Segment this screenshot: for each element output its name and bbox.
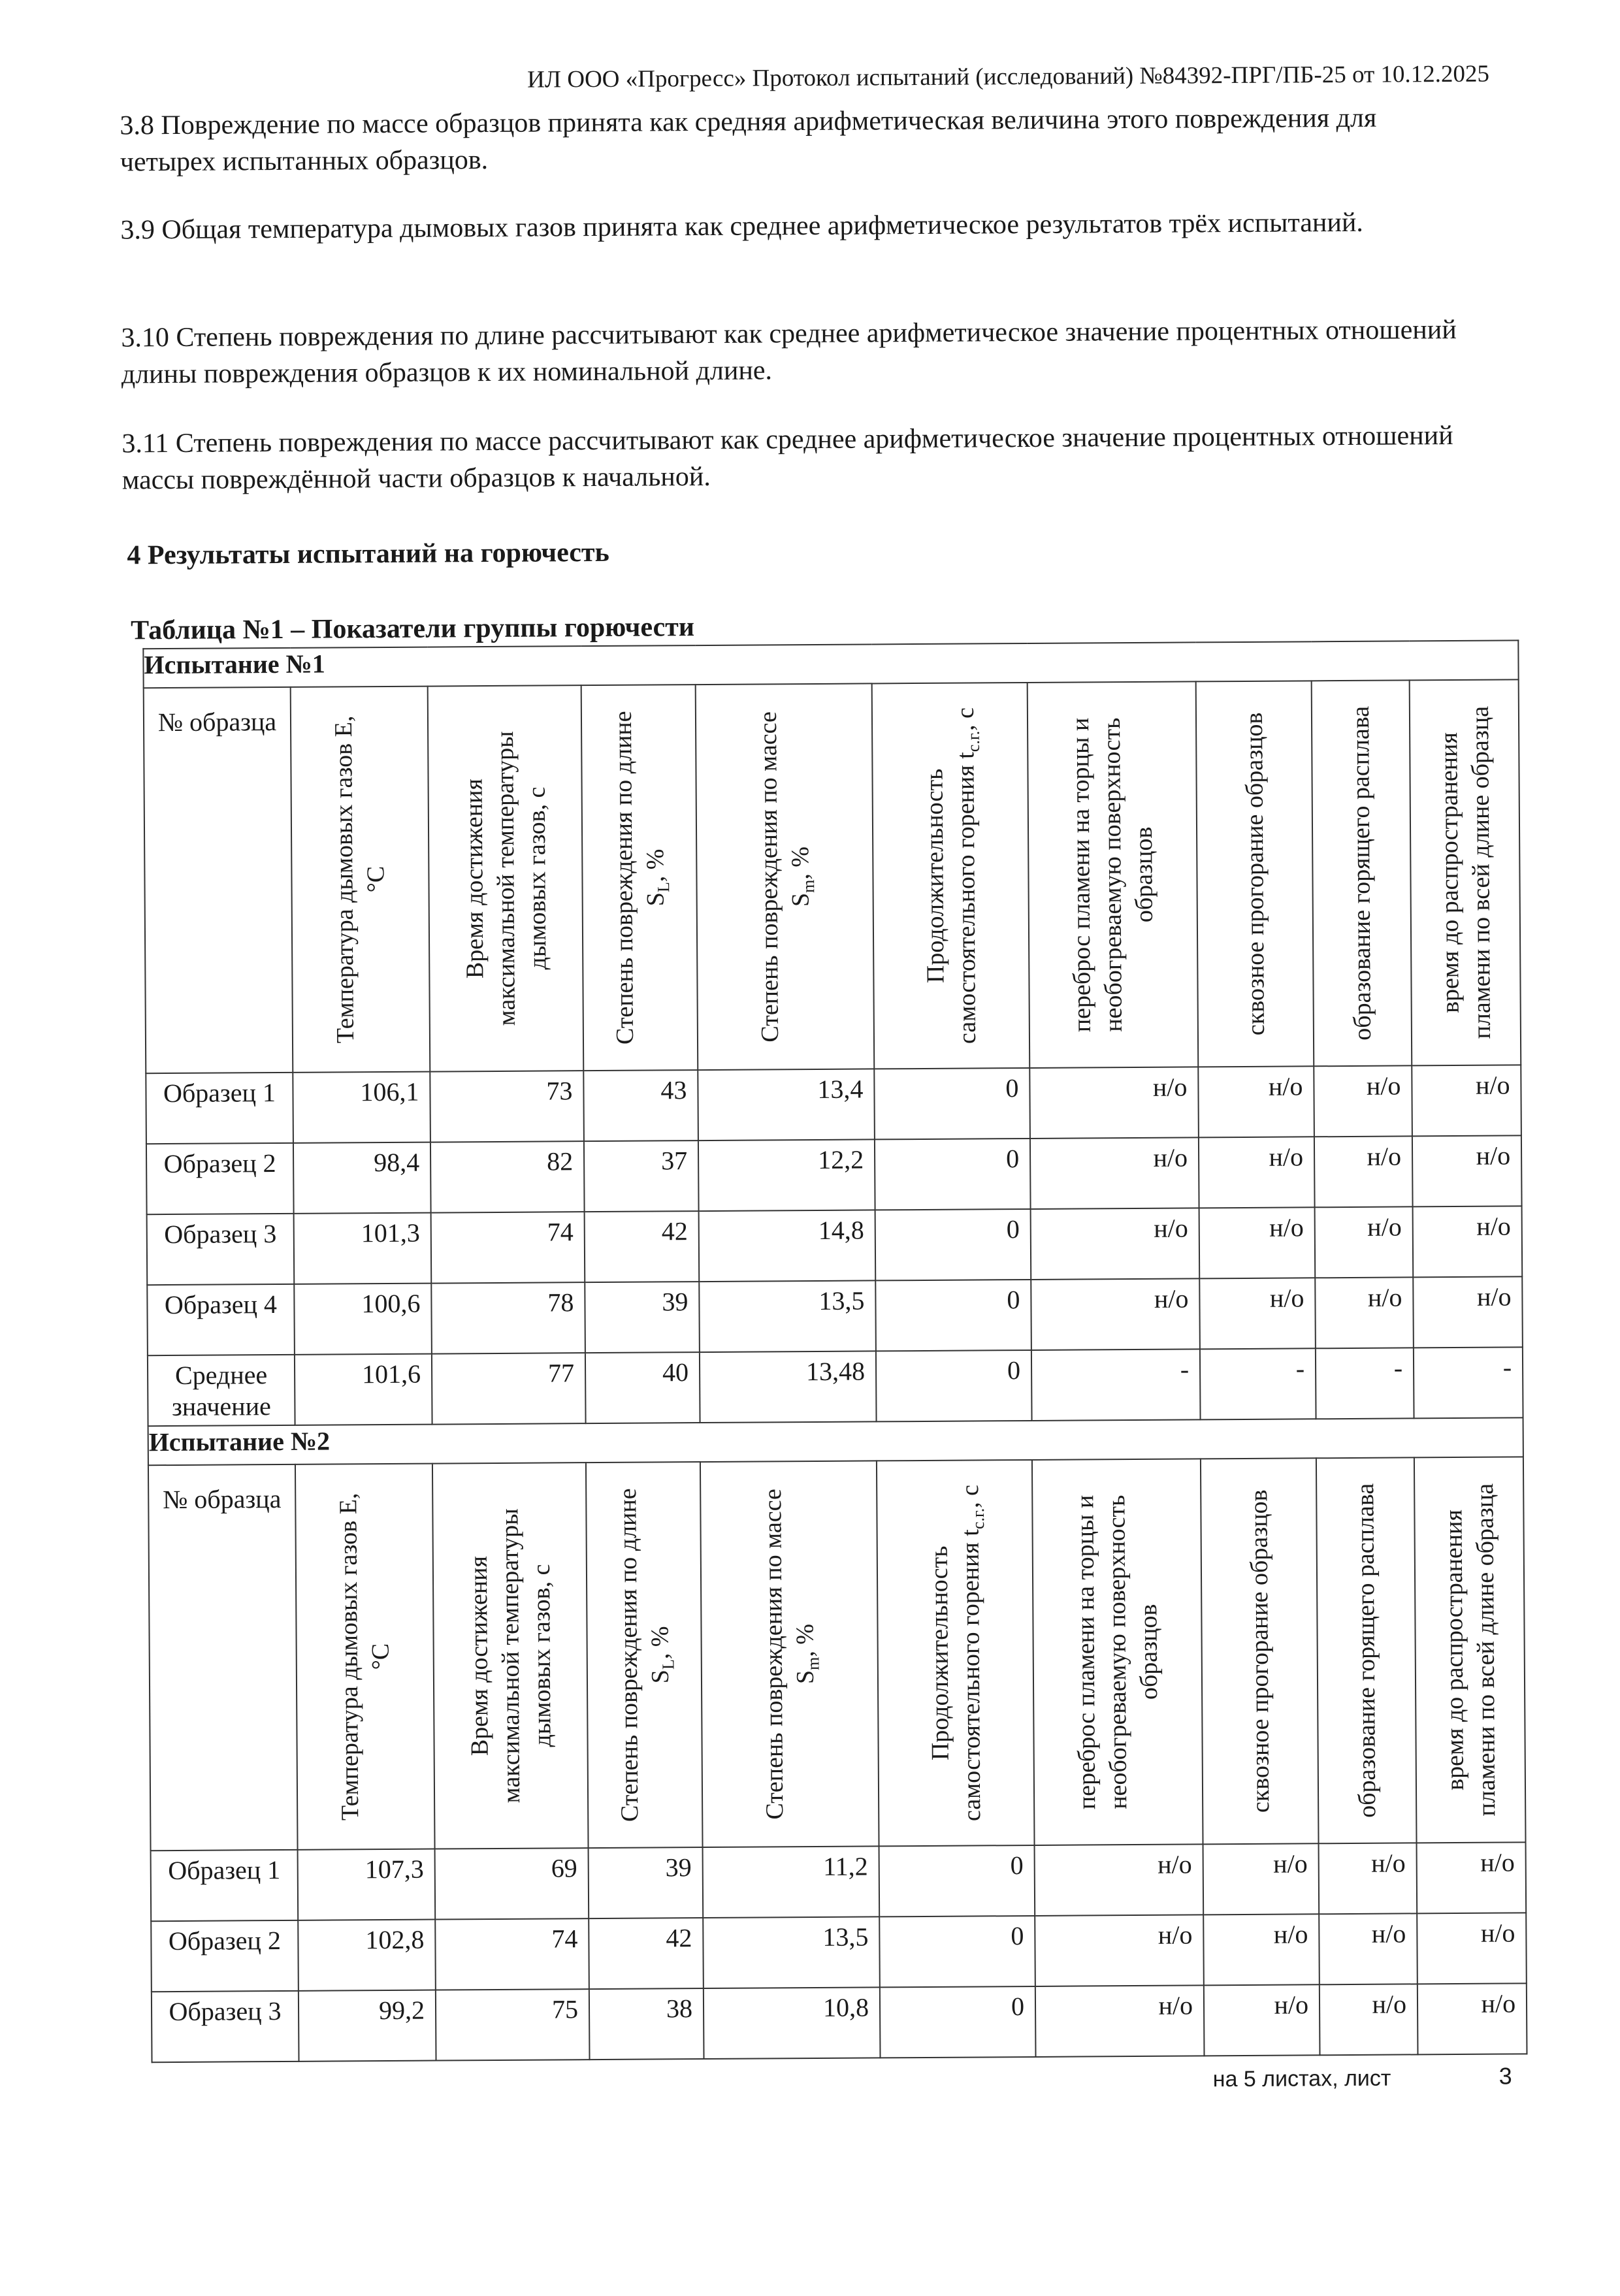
cell-burn: н/о xyxy=(1199,1278,1316,1349)
table-row xyxy=(147,1206,1523,1285)
cell-tsg: 0 xyxy=(879,1845,1035,1916)
header-sl-unit: , % xyxy=(641,849,670,882)
sample-label: Образец 4 xyxy=(147,1284,295,1355)
header-time-cell xyxy=(428,685,584,1071)
cell-melt: н/о xyxy=(1315,1206,1414,1278)
cell-sl: 43 xyxy=(583,1070,698,1141)
header-sl-subscript: L xyxy=(653,882,673,893)
cell-burn: - xyxy=(1200,1348,1316,1419)
header-sl xyxy=(607,707,672,1048)
header-time-cell xyxy=(432,1463,589,1849)
cell-burn: н/о xyxy=(1199,1207,1316,1278)
cell-temp: 99,2 xyxy=(299,1990,436,2062)
table-row xyxy=(151,1913,1527,1992)
cell-sl: 39 xyxy=(585,1282,700,1353)
cell-spread: - xyxy=(1414,1347,1523,1418)
header-spread-cell xyxy=(1410,679,1521,1065)
header-flame-cell xyxy=(1028,681,1199,1068)
cell-spread: н/о xyxy=(1413,1206,1523,1277)
cell-time: 74 xyxy=(431,1212,585,1283)
cell-melt: н/о xyxy=(1314,1065,1412,1137)
header-sl-main: Степень повреждения по длине S xyxy=(609,711,670,1045)
flammability-table xyxy=(142,639,1527,2063)
sample-label: Образец 3 xyxy=(147,1214,295,1285)
cell-flame: н/о xyxy=(1035,1844,1204,1916)
header-tsg-main: Продолжительность самостоятельного горения t xyxy=(920,752,982,1044)
sample-label: Образец 1 xyxy=(146,1073,293,1144)
table-row xyxy=(147,1276,1523,1355)
cell-tsg: 0 xyxy=(879,1916,1035,1987)
header-sample-number: № образца xyxy=(144,687,293,1073)
header-burn-cell xyxy=(1201,1458,1319,1844)
header-melt-cell xyxy=(1316,1457,1417,1843)
cell-burn: н/о xyxy=(1204,1984,1320,2056)
header-sl xyxy=(612,1485,677,1825)
header-sm-cell xyxy=(696,683,875,1070)
table-caption: Таблица №1 – Показатели группы горючести xyxy=(131,612,695,646)
cell-sl: 42 xyxy=(589,1918,704,1989)
cell-flame: н/о xyxy=(1031,1278,1200,1350)
header-tsg-unit: , с xyxy=(951,707,980,732)
header-sm-main: Степень повреждения по массе S xyxy=(754,711,815,1043)
header-burn-cell xyxy=(1196,681,1314,1067)
cell-sl: 38 xyxy=(589,1988,704,2060)
cell-burn: н/о xyxy=(1199,1137,1315,1208)
cell-sl: 40 xyxy=(585,1352,700,1423)
cell-sm: 11,2 xyxy=(703,1846,880,1918)
cell-flame: н/о xyxy=(1030,1137,1199,1209)
header-sm-unit: , % xyxy=(786,846,815,880)
footer-page-number: 3 xyxy=(1498,2062,1512,2090)
header-spread: время до распространения пламени по всей длине образца xyxy=(1434,705,1496,1039)
cell-melt: н/о xyxy=(1315,1277,1414,1348)
cell-tsg: 0 xyxy=(876,1350,1032,1421)
cell-tsg: 0 xyxy=(874,1068,1030,1139)
header-time: Время достижения максимальной температуры дымовых газов, с xyxy=(464,1508,557,1803)
header-melt: образование горящего расплава xyxy=(1352,1483,1382,1818)
cell-sm: 13,4 xyxy=(698,1069,875,1140)
protocol-header: ИЛ ООО «Прогресс» Протокол испытаний (исследований) №84392-ПРГ/ПБ-25 от 10.12.2025 xyxy=(527,60,1490,93)
cell-spread: н/о xyxy=(1412,1065,1521,1136)
cell-time: 69 xyxy=(435,1848,589,1919)
header-sl-main: Степень повреждения по длине S xyxy=(613,1488,674,1822)
section-title: 4 Результаты испытаний на горючесть xyxy=(127,537,609,571)
cell-tsg: 0 xyxy=(875,1209,1031,1280)
cell-time: 77 xyxy=(432,1353,586,1424)
cell-melt: н/о xyxy=(1314,1136,1413,1207)
header-sm-subscript: m xyxy=(803,1657,823,1670)
cell-spread: н/о xyxy=(1412,1135,1522,1206)
cell-temp: 100,6 xyxy=(294,1284,432,1355)
cell-temp: 107,3 xyxy=(298,1849,436,1920)
header-sl-cell xyxy=(581,685,698,1071)
cell-flame: - xyxy=(1031,1349,1201,1421)
cell-flame: н/о xyxy=(1035,1985,1205,2057)
cell-sm: 13,48 xyxy=(700,1351,877,1423)
cell-sl: 39 xyxy=(589,1847,704,1918)
cell-melt: н/о xyxy=(1319,1843,1418,1914)
table-row xyxy=(151,1842,1527,1921)
header-burn: сквозное прогорание образцов xyxy=(1240,712,1270,1036)
cell-sm: 13,5 xyxy=(699,1280,876,1352)
cell-burn: н/о xyxy=(1203,1914,1320,1985)
paragraph-3-11: 3.11 Степень повреждения по массе рассчитывают как среднее арифметическое значение процентных отношений массы повреждённой части образцов к начальной. xyxy=(122,420,1453,496)
cell-temp: 102,8 xyxy=(298,1920,436,1991)
header-sm xyxy=(757,1484,822,1824)
cell-spread: н/о xyxy=(1417,1842,1527,1913)
header-sl-subscript: L xyxy=(658,1659,677,1670)
header-melt: образование горящего расплава xyxy=(1346,705,1377,1041)
header-temp-cell xyxy=(291,687,430,1073)
test-title: Испытание №2 xyxy=(148,1417,1523,1465)
cell-sm: 12,2 xyxy=(698,1139,875,1211)
header-sm-subscript: m xyxy=(799,879,818,894)
header-temp: Температура дымовых газов E, °C xyxy=(334,1493,395,1821)
header-sm xyxy=(753,707,817,1047)
sample-label: Образец 3 xyxy=(152,1991,299,2062)
header-sl-cell xyxy=(586,1462,703,1848)
test-title: Испытание №1 xyxy=(143,640,1518,688)
cell-sm: 13,5 xyxy=(703,1916,880,1988)
header-spread-cell xyxy=(1414,1457,1526,1843)
header-tsg xyxy=(918,705,983,1046)
cell-time: 82 xyxy=(430,1141,585,1212)
cell-burn: н/о xyxy=(1203,1843,1320,1915)
header-tsg-subscript: с.г. xyxy=(964,730,983,752)
sample-label: Образец 2 xyxy=(151,1920,299,1992)
sample-label: Образец 2 xyxy=(146,1143,294,1214)
table-row xyxy=(148,1347,1523,1426)
cell-sm: 10,8 xyxy=(704,1987,881,2059)
cell-tsg: 0 xyxy=(875,1280,1031,1351)
header-sample-number: № образца xyxy=(148,1464,298,1851)
header-tsg-cell xyxy=(872,683,1030,1069)
table-row xyxy=(152,1983,1527,2062)
header-tsg xyxy=(923,1483,988,1823)
header-burn: сквозное прогорание образцов xyxy=(1244,1489,1274,1813)
cell-temp: 101,6 xyxy=(295,1354,432,1425)
header-tsg-subscript: с.г. xyxy=(968,1508,988,1530)
cell-flame: н/о xyxy=(1029,1067,1199,1139)
header-tsg-main: Продолжительность самостоятельного горения t xyxy=(925,1529,986,1822)
header-flame: переброс пламени на торцы и необогреваемую поверхность образцов xyxy=(1071,1495,1163,1810)
header-sm-unit: , % xyxy=(791,1623,819,1657)
cell-spread: н/о xyxy=(1418,1983,1527,2054)
header-spread: время до распространения пламени по всей длине образца xyxy=(1439,1483,1500,1817)
cell-tsg: 0 xyxy=(875,1139,1031,1210)
cell-temp: 98,4 xyxy=(293,1142,431,1214)
cell-spread: н/о xyxy=(1417,1913,1527,1984)
header-melt-cell xyxy=(1312,680,1412,1066)
cell-temp: 101,3 xyxy=(294,1213,432,1284)
header-temp-cell xyxy=(295,1464,435,1850)
paragraph-3-8: 3.8 Повреждение по массе образцов принята как средняя арифметическая величина этого повреждения для четырех испытанных образцов. xyxy=(120,103,1377,178)
header-flame: переброс пламени на торцы и необогреваемую поверхность образцов xyxy=(1066,717,1158,1033)
cell-temp: 106,1 xyxy=(293,1072,430,1143)
table-row xyxy=(146,1065,1521,1144)
cell-sm: 14,8 xyxy=(699,1210,876,1282)
column-header-row xyxy=(148,1457,1526,1851)
sample-label: Среднее значение xyxy=(148,1355,295,1426)
cell-time: 78 xyxy=(431,1282,585,1353)
header-tsg-unit: , с xyxy=(956,1484,984,1509)
header-sl-unit: , % xyxy=(645,1626,674,1660)
cell-flame: н/о xyxy=(1035,1915,1204,1986)
cell-burn: н/о xyxy=(1198,1066,1314,1137)
header-time: Время достижения максимальной температуры дымовых газов, с xyxy=(460,731,551,1026)
cell-sl: 42 xyxy=(585,1211,700,1282)
cell-time: 73 xyxy=(430,1071,584,1142)
header-sm-main: Степень повреждения по массе S xyxy=(759,1489,820,1820)
table-row xyxy=(146,1135,1522,1214)
cell-time: 74 xyxy=(435,1918,589,1990)
cell-melt: н/о xyxy=(1320,1984,1418,2055)
header-tsg-cell xyxy=(877,1460,1035,1846)
column-header-row xyxy=(144,679,1521,1073)
cell-time: 75 xyxy=(436,1989,590,2060)
header-sm-cell xyxy=(700,1461,879,1847)
header-temp: Температура дымовых газов E, °C xyxy=(329,715,390,1044)
cell-flame: н/о xyxy=(1031,1208,1200,1280)
header-flame-cell xyxy=(1032,1459,1203,1845)
footer-pages-text: на 5 листах, лист xyxy=(1212,2065,1391,2092)
cell-melt: н/о xyxy=(1319,1913,1418,1984)
cell-sl: 37 xyxy=(584,1140,699,1212)
cell-tsg: 0 xyxy=(880,1986,1036,2058)
paragraph-3-10: 3.10 Степень повреждения по длине рассчитывают как среднее арифметическое значение процентных отношений длины повреждения образцов к их номинальной длине. xyxy=(121,314,1457,390)
cell-spread: н/о xyxy=(1413,1276,1523,1348)
cell-melt: - xyxy=(1316,1348,1414,1419)
sample-label: Образец 1 xyxy=(151,1850,299,1921)
paragraph-3-9: 3.9 Общая температура дымовых газов принята как среднее арифметическое результатов трёх испытаний. xyxy=(120,207,1364,246)
